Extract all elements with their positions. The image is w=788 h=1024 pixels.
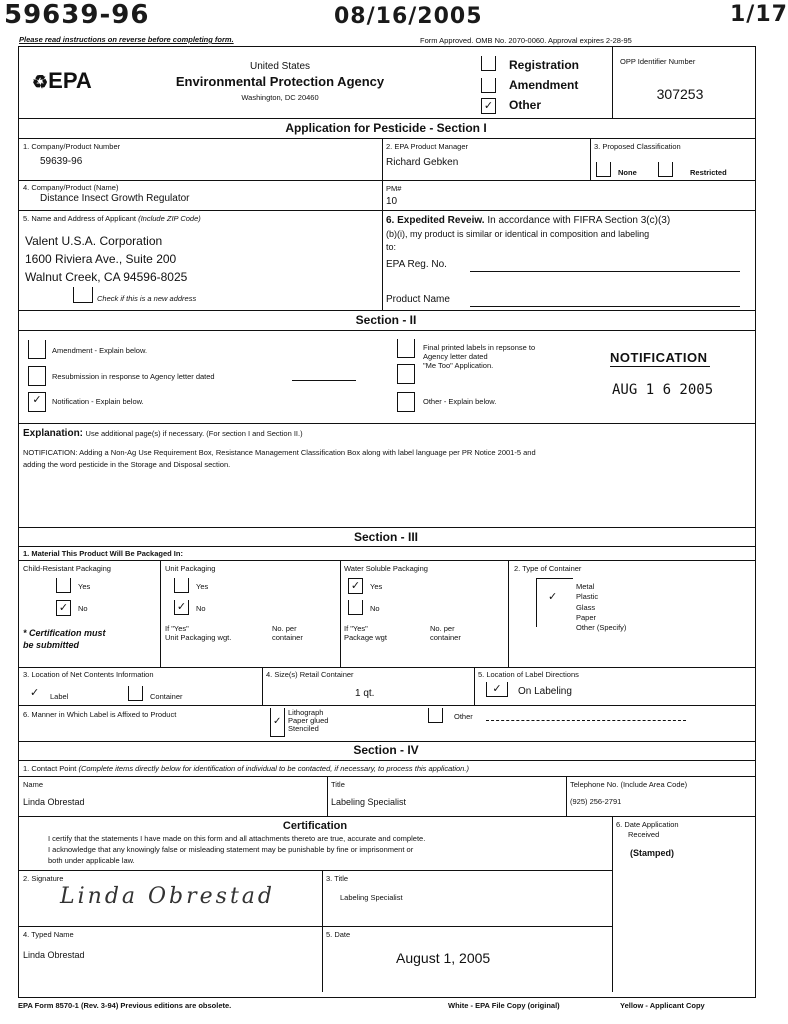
unit-packaging-wgt: Unit Packaging wgt. [165,633,232,642]
divider [18,118,755,119]
label-check[interactable]: ✓ [30,687,40,699]
yellow-copy: Yellow - Applicant Copy [620,1001,705,1010]
type-plastic: Plastic [576,592,599,601]
title-label: Title [331,780,345,789]
unit-yes-label: Yes [196,582,209,591]
handwritten-form-id: 59639-96 [4,0,150,30]
title-3-value[interactable]: Labeling Specialist [340,893,403,902]
notification-stamp-date: AUG 1 6 2005 [612,382,714,398]
divider [474,667,475,705]
agency-name: Environmental Protection Agency [175,74,385,89]
child-resistant-label: Child-Resistant Packaging [23,564,111,573]
divider [160,560,161,667]
pm-label: PM# [386,184,402,193]
section-4-title: Section - IV [353,743,419,757]
water-yes-checkbox[interactable]: ✓ [348,578,363,594]
divider [18,527,755,528]
handwritten-date: 08/16/2005 [334,4,483,29]
on-labeling-label: On Labeling [518,686,572,697]
divider [18,816,755,817]
expedited-review: 6. Expedited Reveiw. In accordance with FIFRA Section 3(c)(3) [386,215,671,226]
final-labels-checkbox[interactable] [397,339,415,358]
final-labels-label1: Final printed labels in repsonse to [423,343,536,352]
white-copy: White - EPA File Copy (original) [448,1001,560,1010]
divider [18,138,755,139]
other-explain-label: Other - Explain below. [423,397,497,406]
classification-restricted-label: Restricted [690,168,727,177]
product-name-label: Product Name [386,294,450,305]
unit-packaging-label: Unit Packaging [165,564,216,573]
proposed-classification-label: 3. Proposed Classification [594,142,681,151]
registration-label: Registration [509,58,580,72]
expedited-text2: (b)(i), my product is similar or identical in composition and labeling [386,229,650,239]
amendment-explain-label: Amendment - Explain below. [52,346,148,355]
signature-date[interactable]: August 1, 2005 [396,950,491,966]
title-3-label: 3. Title [326,874,349,883]
notification-checkbox[interactable]: ✓ [28,392,46,412]
certification-text1: I certify that the statements I have made on this form and all attachments thereto are true, accurate and complete. [48,834,426,843]
me-too-checkbox[interactable] [397,364,415,384]
other-affixed-label: Other [454,712,473,721]
classification-none-checkbox[interactable] [596,162,611,177]
phone-number[interactable]: (925) 256-2791 [570,797,622,806]
date-label: 5. Date [326,930,351,939]
type-glass: Glass [576,603,596,612]
stamped-label: (Stamped) [630,848,675,858]
child-yes-label: Yes [78,582,91,591]
final-labels-label2: Agency letter dated [423,352,488,361]
section-2-title: Section - II [355,313,417,327]
divider [566,776,567,816]
divider [18,310,755,311]
registration-checkbox[interactable] [481,56,496,71]
plastic-check: ✓ [548,591,558,603]
agency-address: Washington, DC 20460 [241,93,319,102]
water-no-per: No. per [430,624,455,633]
form-number: EPA Form 8570-1 (Rev. 3-94) Previous editions are obsolete. [18,1001,232,1010]
contact-title[interactable]: Labeling Specialist [331,797,407,807]
classification-restricted-checkbox[interactable] [658,162,673,177]
contact-name[interactable]: Linda Obrestad [23,797,85,807]
child-no-checkbox[interactable]: ✓ [56,600,71,616]
signature[interactable]: Linda Obrestad [60,884,275,909]
epa-reg-no-label: EPA Reg. No. [386,259,447,270]
handwritten-page: 1/17 [730,2,788,27]
classification-none-label: None [618,168,637,177]
water-if-yes: If "Yes" [344,624,368,633]
contact-point-label: 1. Contact Point (Complete items directly below for identification of individual to be contacted, if necessary, to process this application.) [23,764,469,773]
water-no-label: No [370,604,380,613]
child-yes-checkbox[interactable] [56,578,71,593]
other-explain-checkbox[interactable] [397,392,415,412]
divider [322,870,323,992]
retail-size-label: 4. Size(s) Retail Container [266,670,354,679]
certification-note2: be submitted [23,640,80,650]
resubmission-checkbox[interactable] [28,366,46,386]
certification-text3: both under applicable law. [48,856,135,865]
unit-if-yes: If "Yes" [165,624,189,633]
other-checkbox[interactable]: ✓ [481,98,496,114]
company-product-number-label: 1. Company/Product Number [23,142,121,151]
divider [18,926,613,927]
explanation-text2[interactable]: adding the word pesticide in the Storage and Disposal section. [23,460,231,469]
amendment-checkbox[interactable] [481,78,496,93]
retail-size[interactable]: 1 qt. [355,688,375,699]
lithograph-check: ✓ [273,716,282,727]
section-1-title: Application for Pesticide - Section I [285,121,487,135]
unit-yes-checkbox[interactable] [174,578,189,593]
section-3-title: Section - III [353,530,418,544]
company-product-name[interactable]: Distance Insect Growth Regulator [40,193,190,204]
unit-container: container [272,633,303,642]
amendment-explain-checkbox[interactable] [28,340,46,359]
epa-logo: ♻EPA [32,68,92,93]
epa-reg-no-field[interactable] [470,271,740,272]
type-metal: Metal [576,582,595,591]
divider [18,870,613,871]
new-address-checkbox[interactable] [73,287,93,303]
water-no-checkbox[interactable] [348,600,363,615]
type-paper: Paper [576,613,597,622]
divider [18,180,755,181]
agency-line1: United States [249,61,311,72]
typed-name[interactable]: Linda Obrestad [23,950,85,960]
unit-no-checkbox[interactable]: ✓ [174,600,189,615]
net-contents-label: 3. Location of Net Contents Information [23,670,154,679]
amendment-label: Amendment [509,78,579,92]
label-directions-label: 5. Location of Label Directions [478,670,579,679]
applicant-address-label: 5. Name and Address of Applicant (Include ZIP Code) [23,214,201,223]
certification-note1: * Certification must [23,628,106,638]
divider [18,776,755,777]
me-too-label: "Me Too" Application. [423,361,494,370]
material-label: 1. Material This Product Will Be Packaged In: [23,549,183,558]
letter-date-field[interactable] [292,380,356,381]
child-no-label: No [78,604,88,613]
divider [590,138,591,180]
net-contents-label-option: Label [50,692,69,701]
water-package-wgt: Package wgt [344,633,387,642]
omb-approval: Form Approved. OMB No. 2070-0060. Approval expires 2-28-95 [420,36,632,45]
divider [612,816,613,992]
divider [18,330,755,331]
divider [508,560,509,667]
lithograph-options: Lithograph Paper glued Stenciled [288,708,329,733]
divider [18,667,755,668]
date-received-label2: Received [628,830,660,839]
water-container: container [430,633,461,642]
opp-number: 307253 [656,86,704,102]
divider [18,741,755,742]
net-contents-container-option: Container [150,692,183,701]
product-manager-label: 2. EPA Product Manager [386,142,468,151]
resubmission-label: Resubmission in response to Agency letter dated [52,372,215,381]
divider [382,138,383,310]
applicant-line1[interactable]: Valent U.S.A. Corporation [25,234,163,248]
divider [262,667,263,705]
other-affixed-checkbox[interactable] [428,708,443,723]
explanation-text1[interactable]: NOTIFICATION: Adding a Non-Ag Use Requirement Box, Resistance Management Classification Box along with label language per PR Notice 2001-5 and [23,448,536,457]
company-product-number[interactable]: 59639-96 [40,156,83,167]
instructions-note: Please read instructions on reverse before completing form. [19,35,234,44]
typed-name-label: 4. Typed Name [23,930,74,939]
divider [18,423,755,424]
product-manager[interactable]: Richard Gebken [386,157,459,168]
water-yes-label: Yes [370,582,383,591]
water-soluble-label: Water Soluble Packaging [344,564,428,573]
notification-stamp-title: NOTIFICATION [610,350,710,367]
other-label: Other [509,98,542,112]
applicant-line2[interactable]: 1600 Riviera Ave., Suite 200 [25,252,177,266]
divider [18,546,755,547]
on-labeling-checkbox[interactable]: ✓ [486,682,508,697]
date-received-label1: 6. Date Application [616,820,679,829]
company-product-name-label: 4. Company/Product (Name) [23,183,119,192]
manner-affixed-label: 6. Manner in Which Label is Affixed to Product [23,710,177,719]
phone-label: Telephone No. (Include Area Code) [570,780,688,789]
divider [18,705,755,706]
opp-label: OPP Identifier Number [620,57,696,66]
unit-no-label: No [196,604,206,613]
other-affixed-field[interactable] [486,720,686,721]
type-other: Other (Specify) [576,623,627,632]
signature-label: 2. Signature [23,874,64,883]
container-checkbox[interactable] [128,686,143,701]
certification-text2: I acknowledge that any knowingly false or misleading statement may be punishable by fine or imprisonment or [48,845,414,854]
new-address-label: Check if this is a new address [97,294,197,303]
divider [340,560,341,667]
notification-label: Notification - Explain below. [52,397,144,406]
divider [18,760,755,761]
applicant-line3[interactable]: Walnut Creek, CA 94596-8025 [25,270,188,284]
divider [327,776,328,816]
product-name-field[interactable] [470,306,740,307]
divider [18,560,755,561]
divider [612,46,613,118]
certification-title: Certification [282,820,348,832]
explanation-label: Explanation: Use additional page(s) if necessary. (For section I and Section II.) [23,428,303,439]
unit-no-per: No. per [272,624,297,633]
pm-number[interactable]: 10 [386,196,398,207]
expedited-text3: to: [386,242,397,252]
name-label: Name [23,780,44,789]
container-type-label: 2. Type of Container [514,564,582,573]
divider [18,210,755,211]
